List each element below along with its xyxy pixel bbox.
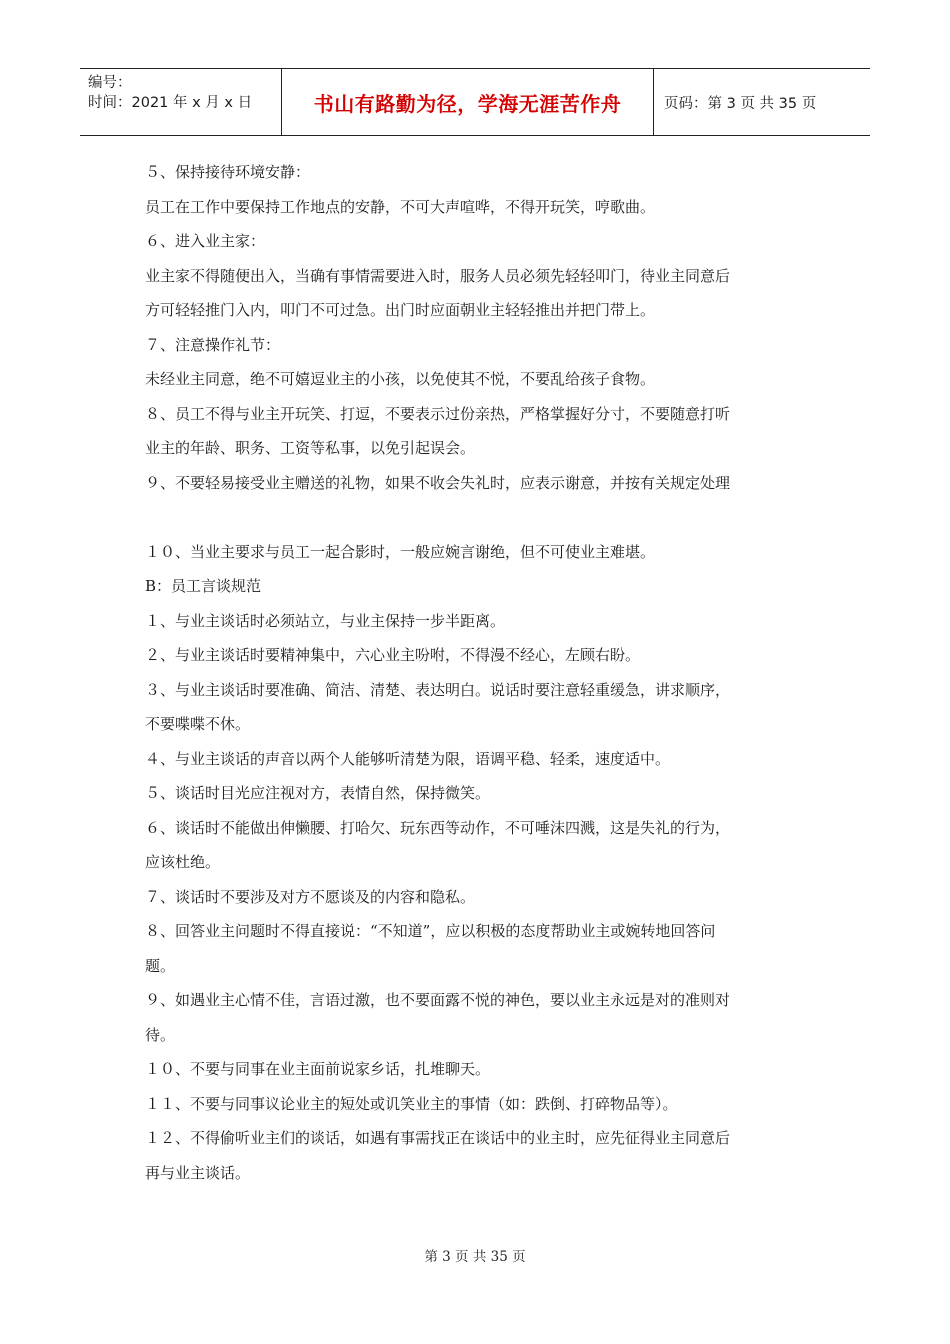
body-line: 员工在工作中要保持工作地点的安静，不可大声喧哗，不得开玩笑，哼歌曲。 bbox=[145, 197, 656, 216]
body-line: ７、谈话时不要涉及对方不愿谈及的内容和隐私。 bbox=[145, 887, 476, 906]
header-motto: 书山有路勤为径，学海无涯苦作舟 bbox=[282, 69, 654, 135]
body-line: B：员工言谈规范 bbox=[145, 577, 262, 595]
body-line: 待。 bbox=[145, 1025, 176, 1044]
body-line: １２、不得偷听业主们的谈话，如遇有事需找正在谈话中的业主时，应先征得业主同意后 bbox=[145, 1129, 731, 1147]
body-line: １０、当业主要求与员工一起合影时，一般应婉言谢绝，但不可使业主难堪。 bbox=[145, 542, 656, 561]
header-number-label: 编号： bbox=[88, 75, 132, 91]
body-line: 方可轻轻推门入内，叩门不可过急。出门时应面朝业主轻轻推出并把门带上。 bbox=[145, 301, 656, 319]
header-meta-cell bbox=[80, 69, 282, 135]
body-line: １０、不要与同事在业主面前说家乡话，扎堆聊天。 bbox=[145, 1060, 491, 1078]
body-line: ８、员工不得与业主开玩笑、打逗，不要表示过份亲热，严格掌握好分寸，不要随意打听 bbox=[145, 404, 731, 423]
body-line: ６、谈话时不能做出伸懒腰、打哈欠、玩东西等动作，不可唾沫四溅，这是失礼的行为， bbox=[145, 818, 731, 837]
body-line: ９、不要轻易接受业主赠送的礼物，如果不收会失礼时，应表示谢意，并按有关规定处理 bbox=[145, 473, 731, 492]
body-line bbox=[145, 500, 815, 535]
body-line: ８、回答业主问题时不得直接说：“不知道”，应以积极的态度帮助业主或婉转地回答问 bbox=[145, 922, 716, 940]
document-body bbox=[145, 155, 815, 1190]
body-line: 再与业主谈话。 bbox=[145, 1163, 251, 1182]
body-line: ３、与业主谈话时要准确、简洁、清楚、表达明白。说话时要注意轻重缓急，讲求顺序， bbox=[145, 680, 731, 699]
body-line: 未经业主同意，绝不可嬉逗业主的小孩，以免使其不悦，不要乱给孩子食物。 bbox=[145, 370, 656, 388]
body-line: １、与业主谈话时必须站立，与业主保持一步半距离。 bbox=[145, 611, 506, 630]
body-line: １１、不要与同事议论业主的短处或讥笑业主的事情（如：跌倒、打碎物品等）。 bbox=[145, 1094, 678, 1113]
header-time-label: 时间：2021 年 x 月 x 日 bbox=[88, 95, 253, 111]
body-line: 业主的年龄、职务、工资等私事，以免引起误会。 bbox=[145, 439, 476, 457]
document-header bbox=[80, 68, 870, 136]
body-line: ７、注意操作礼节： bbox=[145, 335, 281, 354]
body-line: ２、与业主谈话时要精神集中，六心业主吩咐，不得漫不经心，左顾右盼。 bbox=[145, 646, 641, 664]
body-line: 题。 bbox=[145, 956, 176, 975]
body-line: ５、谈话时目光应注视对方，表情自然，保持微笑。 bbox=[145, 784, 491, 802]
body-line: 不要喋喋不休。 bbox=[145, 715, 251, 733]
body-line: ６、进入业主家： bbox=[145, 232, 266, 250]
body-line: ９、如遇业主心情不佳，言语过激，也不要面露不悦的神色，要以业主永远是对的准则对 bbox=[145, 991, 731, 1009]
body-line: ５、保持接待环境安静： bbox=[145, 163, 311, 181]
body-line: 业主家不得随便出入，当确有事情需要进入时，服务人员必须先轻轻叩门，待业主同意后 bbox=[145, 266, 731, 285]
body-line: ４、与业主谈话的声音以两个人能够听清楚为限，语调平稳、轻柔，速度适中。 bbox=[145, 749, 671, 768]
body-line: 应该杜绝。 bbox=[145, 853, 221, 871]
page-footer: 第 3 页 共 35 页 bbox=[424, 1249, 526, 1265]
header-page-info: 页码：第 3 页 共 35 页 bbox=[664, 95, 817, 112]
